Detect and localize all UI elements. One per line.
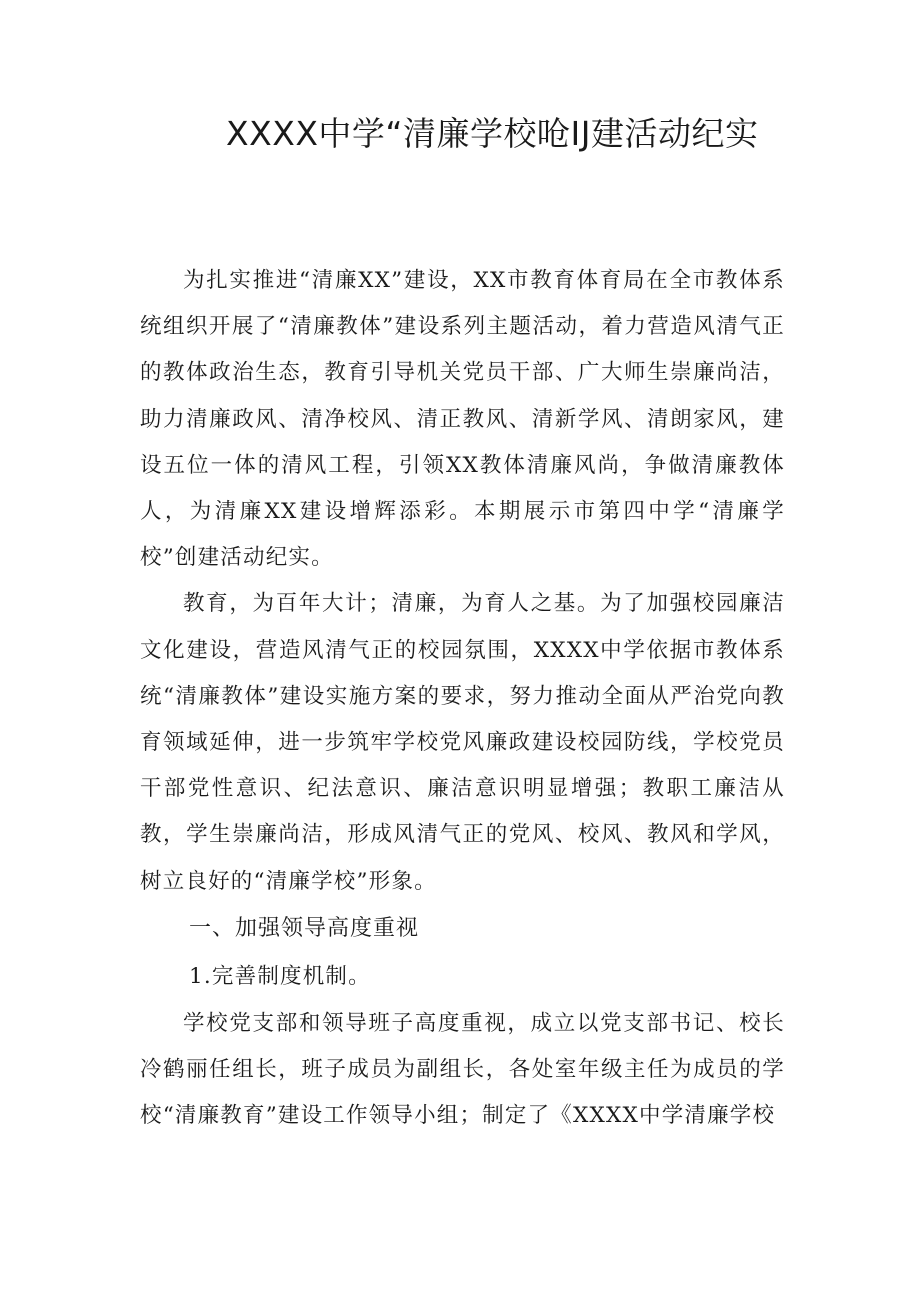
subsection-heading: 1.完善制度机制。	[189, 963, 371, 989]
background-paragraph: 教育，为百年大计；清廉，为育人之基。为了加强校园廉洁文化建设，营造风清气正的校园氛围，XXXX中学依据市教体系统“清廉教体”建设实施方案的要求，努力推动全面从严治党向教育领域延伸，进一步筑牢学校党风廉政建设校园防线，学校党员干部党性意识、纪法意识、廉洁意识明显增强；教职工廉洁从教，学生崇廉尚洁，形成风清气正的党风、校风、教风和学风，树立良好的“清廉学校”形象。	[140, 591, 785, 894]
section-heading: 一、加强领导高度重视	[189, 915, 420, 941]
document-body	[140, 258, 785, 1139]
leadership-paragraph: 学校党支部和领导班子高度重视，成立以党支部书记、校长冷鹤丽任组长，班子成员为副组长，各处室年级主任为成员的学校“清廉教育”建设工作领导小组；制定了《XXXX中学清廉学校	[140, 1010, 785, 1129]
document-title: XXXX中学“清廉学校呛IJ建活动纪实	[226, 114, 759, 153]
intro-paragraph: 为扎实推进“清廉XX”建设，XX市教育体育局在全市教体系统组织开展了“清廉教体”建设系列主题活动，着力营造风清气正的教体政治生态，教育引导机关党员干部、广大师生崇廉尚洁，助力清廉政风、清净校风、清正教风、清新学风、清朗家风，建设五位一体的清风工程，引领XX教体清廉风尚，争做清廉教体人，为清廉XX建设增辉添彩。本期展示市第四中学“清廉学校”创建活动纪实。	[140, 268, 785, 571]
